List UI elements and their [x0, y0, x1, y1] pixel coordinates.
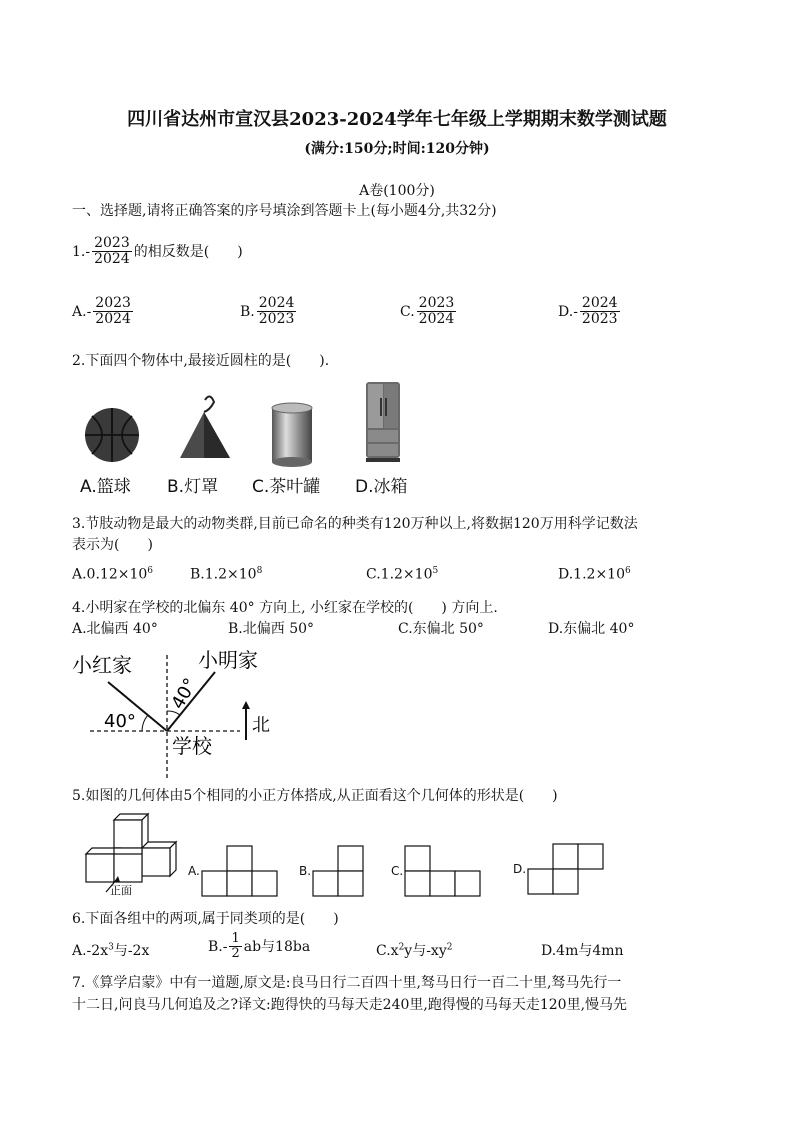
front-view-label: 正面: [110, 884, 132, 897]
q4-option-d[interactable]: D.东偏北 40°: [548, 621, 635, 637]
q7-stem-line1: 7.《算学启蒙》中有一道题,原文是:良马日行二百四十里,驽马日行一百二十里,驽马先行一: [72, 975, 622, 991]
q5-option-d-label[interactable]: D.: [513, 862, 527, 876]
tea-canister-icon: [272, 403, 312, 467]
q1-number: 1.: [72, 243, 86, 260]
q3-option-c[interactable]: $C.1.2\times 10^5$: [366, 566, 439, 583]
q5-solid-figure: [78, 812, 188, 898]
north-arrow-head: [242, 701, 250, 709]
part1-heading: 一、选择题,请将正确答案的序号填涂到答题卡上(每小题4分,共32分): [72, 203, 497, 219]
angle-arc-right: [167, 711, 180, 715]
q6-stem: 6.下面各组中的两项,属于同类项的是( ): [72, 911, 339, 927]
q2-caption-a: A.篮球: [80, 477, 131, 497]
section-a-label: A卷(100分): [359, 183, 435, 199]
q5-option-c-shape[interactable]: [404, 845, 484, 897]
lamp-shade-icon: [180, 396, 230, 458]
q6-option-b[interactable]: B.- $\frac{1}{2}$ ab与18ba: [208, 931, 311, 962]
q3-stem-line1: 3.节肢动物是最大的动物类群,目前已命名的种类有120万种以上,将数据120万用科学记数法: [72, 516, 638, 532]
q7-stem-line2: 十二日,问良马几何追及之?译文:跑得快的马每天走240里,跑得慢的马每天走120里,慢马先: [72, 997, 628, 1013]
q6-option-d[interactable]: D.4m与4mn: [541, 943, 624, 959]
page-subtitle: (满分:150分;时间:120分钟): [304, 141, 490, 157]
label-north: 北: [252, 715, 270, 736]
label-xiaoming: 小明家: [198, 648, 258, 672]
page-title: 四川省达州市宣汉县2023-2024学年七年级上学期期末数学测试题: [127, 109, 667, 130]
q5-option-c-label[interactable]: C.: [391, 864, 404, 878]
q2-objects-figure: [80, 380, 430, 470]
q2-caption-d: D.冰箱: [355, 477, 408, 497]
q1-stem: 1.- $\frac{2023}{2024}$ 的相反数是( ): [72, 235, 243, 268]
q3-option-b[interactable]: $B.1.2\times 10^8$: [190, 566, 263, 583]
q4-option-b[interactable]: B.北偏西 50°: [228, 621, 315, 637]
q1-option-a[interactable]: A.- $\frac{2023}{2024}$: [72, 295, 131, 328]
q5-option-a-label[interactable]: A.: [188, 864, 200, 878]
angle-arc-left: [142, 715, 148, 731]
q5-option-a-shape[interactable]: [201, 845, 281, 897]
label-xiaohong: 小红家: [72, 653, 132, 677]
q3-option-a[interactable]: $A.0.12\times 10^6$: [72, 566, 154, 583]
q5-option-d-shape[interactable]: [527, 843, 607, 895]
q1-tail: 的相反数是( ): [133, 243, 243, 260]
q3-stem-line2: 表示为( ): [72, 537, 153, 553]
q1-option-d[interactable]: D.- $\frac{2024}{2023}$: [558, 295, 618, 328]
q3-option-d[interactable]: $D.1.2\times 10^6$: [558, 566, 631, 583]
q6-option-c[interactable]: $C.x^2y$与$-xy^2$: [376, 942, 453, 959]
label-angle-right: 40°: [167, 674, 202, 713]
q4-direction-figure: [70, 645, 290, 785]
basketball-icon: [85, 408, 139, 462]
q1-option-b[interactable]: B. $\frac{2024}{2023}$: [240, 295, 295, 328]
q5-option-b-label[interactable]: B.: [299, 864, 312, 878]
q4-stem: 4.小明家在学校的北偏东 40° 方向上, 小红家在学校的( ) 方向上.: [72, 600, 498, 616]
q5-stem: 5.如图的几何体由5个相同的小正方体搭成,从正面看这个几何体的形状是( ): [72, 788, 558, 804]
q2-stem: 2.下面四个物体中,最接近圆柱的是( ).: [72, 353, 330, 369]
q6-option-a[interactable]: $A.-2x^3$与-2x: [72, 942, 150, 959]
q4-option-c[interactable]: C.东偏北 50°: [398, 621, 484, 637]
label-school: 学校: [172, 734, 212, 758]
q4-option-a[interactable]: A.北偏西 40°: [72, 621, 158, 637]
label-angle-left: 40°: [104, 711, 136, 732]
q5-option-b-shape[interactable]: [312, 845, 366, 897]
q2-caption-b: B.灯罩: [167, 477, 219, 497]
q1-option-c[interactable]: C. $\frac{2023}{2024}$: [400, 295, 455, 328]
q1-fraction: $\frac{2023}{2024}$: [94, 235, 130, 268]
q2-caption-c: C.茶叶罐: [252, 477, 321, 497]
fridge-icon: [366, 382, 400, 462]
